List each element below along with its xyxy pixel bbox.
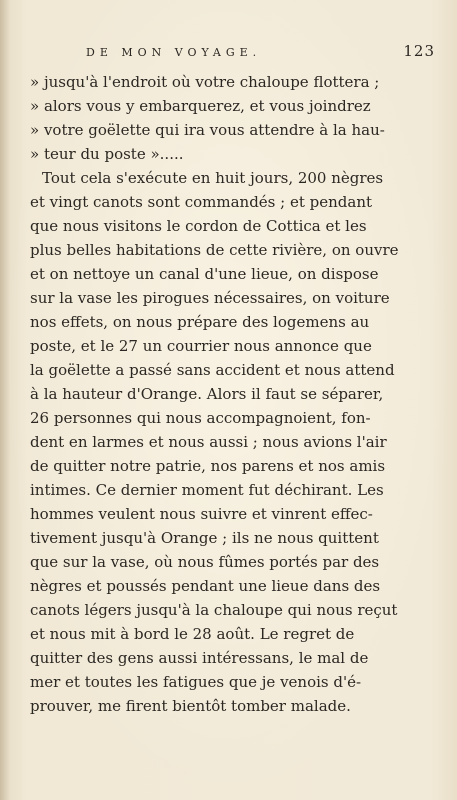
text-line: quitter des gens aussi intéressans, le mal de — [30, 649, 369, 667]
text-line: et on nettoye un canal d'une lieue, on dispose — [30, 265, 379, 283]
text-line: canots légers jusqu'à la chaloupe qui nous reçut — [30, 601, 398, 619]
text-line: de quitter notre patrie, nos parens et nos amis — [30, 457, 386, 475]
text-line: nègres et poussés pendant une lieue dans des — [30, 577, 381, 595]
text-line: prouver, me firent bientôt tomber malade. — [30, 697, 351, 715]
text-line: » jusqu'à l'endroit où votre chaloupe flottera ; — [30, 73, 380, 91]
text-line: 26 personnes qui nous accompagnoient, fon- — [30, 409, 371, 427]
text-line: » teur du poste »..... — [30, 145, 184, 163]
running-head: DE MON VOYAGE. — [86, 46, 262, 59]
text-line: dent en larmes et nous aussi ; nous avions l'air — [30, 433, 387, 451]
text-line: » alors vous y embarquerez, et vous joindrez — [30, 97, 371, 115]
page-gutter-shadow — [0, 0, 10, 800]
text-line: la goëlette a passé sans accident et nous attend — [30, 361, 395, 379]
text-line: et nous mit à bord le 28 août. Le regret de — [30, 625, 355, 643]
text-line: et vingt canots sont commandés ; et pendant — [30, 193, 373, 211]
text-line: que nous visitons le cordon de Cottica et les — [30, 217, 367, 235]
body-text — [30, 70, 438, 718]
text-line: poste, et le 27 un courrier nous annonce que — [30, 337, 372, 355]
page-number: 123 — [403, 42, 435, 60]
page-header — [30, 42, 435, 64]
text-line: à la hauteur d'Orange. Alors il faut se séparer, — [30, 385, 384, 403]
text-line: nos effets, on nous prépare des logemens au — [30, 313, 370, 331]
text-line: mer et toutes les fatigues que je venois d'é- — [30, 673, 362, 691]
text-line: hommes veulent nous suivre et vinrent effec- — [30, 505, 373, 523]
text-line: tivement jusqu'à Orange ; ils ne nous quittent — [30, 529, 379, 547]
text-line: intimes. Ce dernier moment fut déchirant. Les — [30, 481, 384, 499]
text-line: » votre goëlette qui ira vous attendre à la hau- — [30, 121, 385, 139]
text-line: que sur la vase, où nous fûmes portés par des — [30, 553, 380, 571]
text-line: plus belles habitations de cette rivière, on ouvre — [30, 241, 399, 259]
text-line: sur la vase les pirogues nécessaires, on voiture — [30, 289, 390, 307]
text-line: Tout cela s'exécute en huit jours, 200 nègres — [42, 169, 384, 187]
